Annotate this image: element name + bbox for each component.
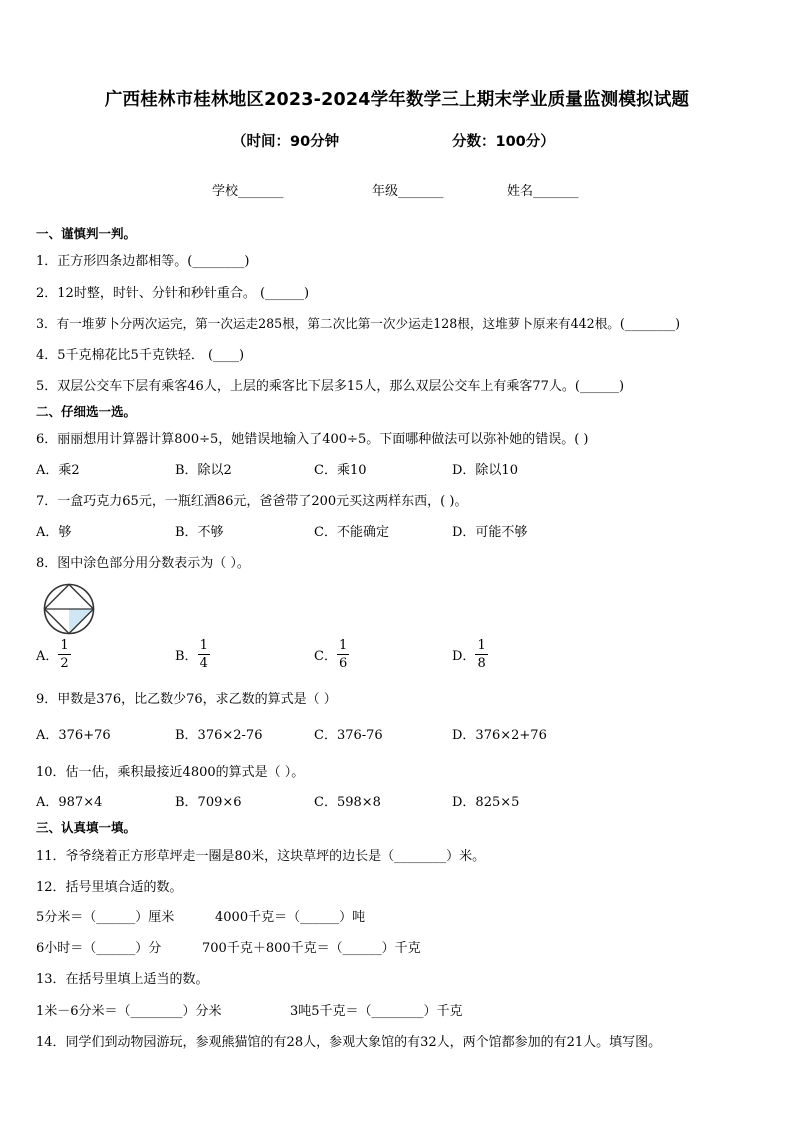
q8-option-b [175, 639, 210, 670]
q8-option-c [314, 639, 349, 670]
q13-item-b: 3吨5千克＝（________）千克 [290, 1004, 463, 1019]
question-13: 13．在括号里填上适当的数。 [36, 972, 209, 987]
q8-option-b-label: B． [175, 649, 198, 664]
question-4: 4．5千克棉花比5千克铁轻． (____) [36, 348, 245, 363]
q8-option-c-label: C． [314, 649, 337, 664]
q10-option-b: B．709×6 [175, 795, 242, 810]
q7-option-a: A．够 [36, 525, 72, 540]
q8-option-a-label: A． [36, 649, 59, 664]
section-heading-3: 三、认真填一填。 [36, 820, 137, 835]
school-field: 学校_______ [212, 184, 284, 199]
q12-item-a: 5分米＝（______）厘米 [36, 910, 175, 925]
question-3: 3．有一堆萝卜分两次运完，第一次运走285根，第二次比第一次少运走128根，这堆萝卜原来有442根。(________) [36, 316, 681, 331]
q6-option-a: A．乘2 [36, 463, 80, 478]
question-11: 11．爷爷绕着正方形草坪走一圈是80米，这块草坪的边长是（________）米。 [36, 849, 486, 864]
q12-item-d: 700千克＋800千克＝（______）千克 [202, 941, 421, 956]
question-9: 9．甲数是376，比乙数少76，求乙数的算式是（ ） [36, 692, 337, 707]
section-heading-1: 一、谨慎判一判。 [36, 226, 137, 241]
fraction-c-den: 6 [338, 656, 348, 671]
q10-option-a: A．987×4 [36, 795, 103, 810]
q9-option-c: C．376-76 [314, 728, 383, 743]
fraction-a-den: 2 [60, 656, 69, 671]
fraction-a [58, 639, 70, 670]
fraction-d [475, 639, 487, 670]
fraction-b-num: 1 [199, 638, 208, 653]
fraction-d-num: 1 [477, 638, 486, 653]
exam-time: （时间：90分钟 [232, 134, 340, 150]
q10-option-d: D．825×5 [452, 795, 520, 810]
page-title: 广西桂林市桂林地区2023-2024学年数学三上期末学业质量监测模拟试题 [104, 90, 690, 110]
q9-option-b: B．376×2-76 [175, 728, 263, 743]
fraction-c [337, 639, 349, 670]
grade-field: 年级_______ [372, 184, 444, 199]
q13-item-a: 1米－6分米＝（________）分米 [36, 1004, 222, 1019]
q8-option-d-label: D． [452, 649, 476, 664]
q9-option-d: D．376×2+76 [452, 728, 547, 743]
question-2: 2．12时整，时针、分针和秒针重合。 (______) [36, 286, 310, 301]
q8-option-d [452, 639, 488, 670]
q10-option-c: C．598×8 [314, 795, 381, 810]
question-12: 12．括号里填合适的数。 [36, 880, 183, 895]
q12-item-c: 6小时＝（______）分 [36, 941, 162, 956]
question-1: 1．正方形四条边都相等。(________) [36, 254, 250, 269]
q8-option-a [36, 639, 71, 670]
section-heading-2: 二、仔细选一选。 [36, 404, 137, 419]
question-8: 8．图中涂色部分用分数表示为（ ）。 [36, 556, 250, 571]
question-6: 6．丽丽想用计算器计算800÷5，她错误地输入了400÷5。下面哪种做法可以弥补她的错误。( ) [36, 432, 589, 447]
question-7: 7．一盒巧克力65元，一瓶红酒86元，爸爸带了200元买这两样东西，( )。 [36, 494, 468, 509]
q7-option-b: B．不够 [175, 525, 224, 540]
question-5: 5．双层公交车下层有乘客46人，上层的乘客比下层多15人，那么双层公交车上有乘客77人。(______) [36, 379, 625, 394]
q9-option-a: A．376+76 [36, 728, 111, 743]
fraction-c-num: 1 [338, 638, 348, 653]
fraction-d-den: 8 [477, 656, 486, 671]
q6-option-b: B．除以2 [175, 463, 232, 478]
q7-option-d: D．可能不够 [452, 525, 528, 540]
exam-score: 分数：100分） [452, 134, 555, 150]
q12-item-b: 4000千克＝（______）吨 [215, 910, 366, 925]
question-10: 10．估一估，乘积最接近4800的算式是（ ）。 [36, 765, 305, 780]
q7-option-c: C．不能确定 [314, 525, 389, 540]
fraction-a-num: 1 [60, 638, 69, 653]
q6-option-c: C．乘10 [314, 463, 367, 478]
q6-option-d: D．除以10 [452, 463, 518, 478]
name-field: 姓名_______ [507, 184, 579, 199]
fraction-b-den: 4 [199, 656, 208, 671]
question-14: 14．同学们到动物园游玩，参观熊猫馆的有28人，参观大象馆的有32人，两个馆都参加的有21人。填写图。 [36, 1035, 662, 1050]
circle-square-figure [40, 580, 98, 638]
fraction-b [198, 639, 210, 670]
